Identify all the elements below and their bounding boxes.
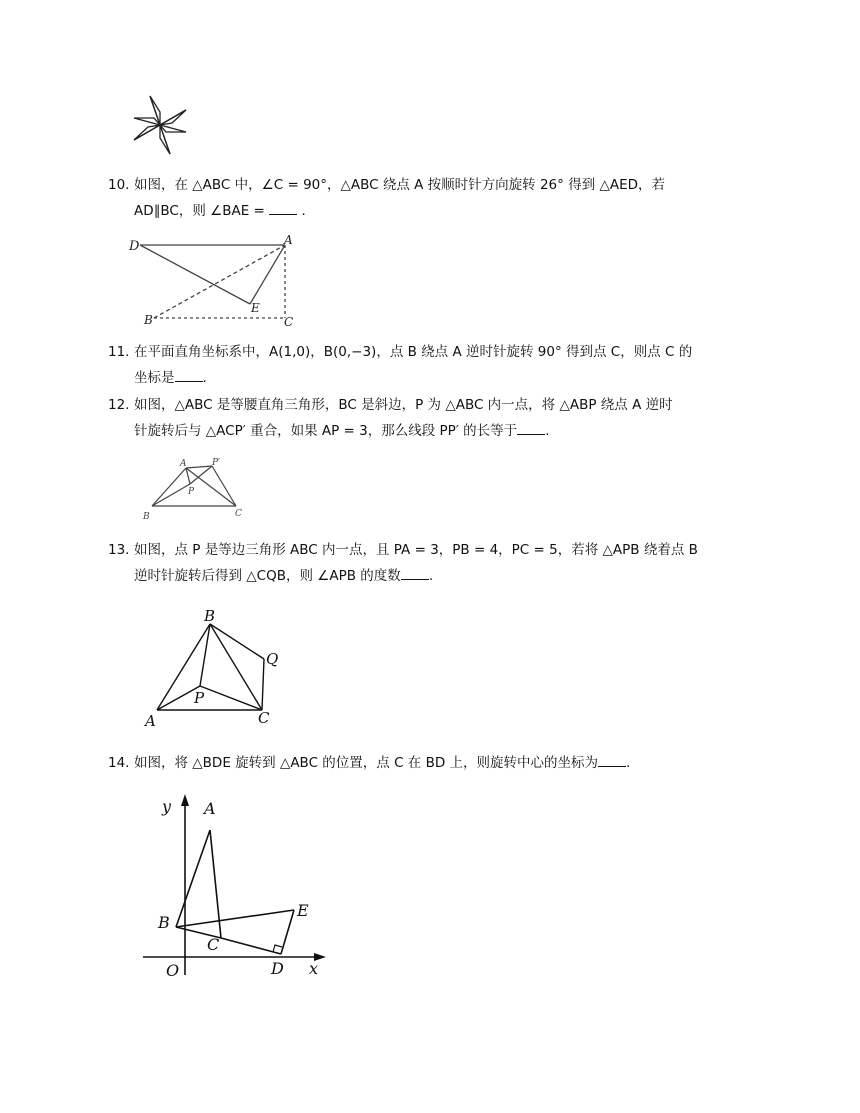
label-A: A xyxy=(204,799,216,818)
label-Q: Q xyxy=(266,650,279,668)
label-P-prime: P′ xyxy=(212,458,221,468)
question-text: . xyxy=(626,755,631,771)
label-x: x xyxy=(309,959,319,978)
answer-blank[interactable] xyxy=(401,567,429,580)
answer-blank[interactable] xyxy=(175,369,203,382)
label-D: D xyxy=(271,959,284,978)
label-B: B xyxy=(143,512,150,522)
question-text: . xyxy=(297,203,306,219)
label-E: E xyxy=(251,301,260,315)
question-text: 如图，将 △BDE 旋转到 △ABC 的位置，点 C 在 BD 上，则旋转中心的坐标为 xyxy=(134,755,599,771)
question-text: . xyxy=(202,370,207,386)
q14-figure xyxy=(138,790,328,980)
label-B: B xyxy=(144,313,153,327)
question-14 xyxy=(108,750,768,776)
question-number: 11. xyxy=(108,344,130,360)
label-C: C xyxy=(207,935,220,954)
question-text: 在平面直角坐标系中，A(1,0)，B(0,−3)，点 B 绕点 A 逆时针旋转 90° 得到点 C，则点 C 的 xyxy=(134,344,693,360)
label-D: D xyxy=(129,239,140,254)
question-number: 14. xyxy=(108,755,130,771)
question-text: 如图，△ABC 是等腰直角三角形，BC 是斜边，P 为 △ABC 内一点，将 △ABP 绕点 A 逆时 xyxy=(134,397,673,413)
question-10 xyxy=(108,172,768,224)
question-text: 针旋转后与 △ACP′ 重合，如果 AP = 3，那么线段 PP′ 的长等于 xyxy=(134,423,518,439)
question-text: . xyxy=(545,423,550,439)
question-number: 12. xyxy=(108,397,130,413)
q13-figure xyxy=(140,602,290,730)
question-text: AD∥BC，则 ∠BAE = xyxy=(134,203,270,219)
question-text: 逆时针旋转后得到 △CQB，则 ∠APB 的度数 xyxy=(134,568,401,584)
q10-figure xyxy=(128,232,300,330)
label-C: C xyxy=(235,509,242,519)
label-B: B xyxy=(158,913,170,932)
question-12 xyxy=(108,392,768,444)
question-13 xyxy=(108,537,768,589)
label-y: y xyxy=(162,797,172,816)
answer-blank[interactable] xyxy=(598,754,626,767)
label-P: P xyxy=(188,487,195,497)
pinwheel-figure xyxy=(128,92,192,158)
question-text: 如图，在 △ABC 中，∠C = 90°，△ABC 绕点 A 按顺时针方向旋转 26° 得到 △AED，若 xyxy=(134,177,666,193)
label-B: B xyxy=(204,607,216,625)
question-text: 如图，点 P 是等边三角形 ABC 内一点，且 PA = 3，PB = 4，PC = 5，若将 △APB 绕着点 B xyxy=(134,542,698,558)
label-O: O xyxy=(166,961,180,980)
label-A: A xyxy=(284,233,293,247)
answer-blank[interactable] xyxy=(269,202,297,215)
q12-figure xyxy=(140,456,250,522)
label-C: C xyxy=(258,709,270,727)
answer-blank[interactable] xyxy=(517,422,545,435)
label-P: P xyxy=(194,689,205,707)
question-number: 13. xyxy=(108,542,130,558)
label-A: A xyxy=(145,712,156,730)
label-C: C xyxy=(284,315,294,329)
label-E: E xyxy=(297,901,309,920)
label-A: A xyxy=(180,459,187,469)
question-11 xyxy=(108,339,768,391)
question-text: . xyxy=(428,568,434,584)
question-text: 坐标是 xyxy=(134,370,175,386)
question-number: 10. xyxy=(108,177,130,193)
